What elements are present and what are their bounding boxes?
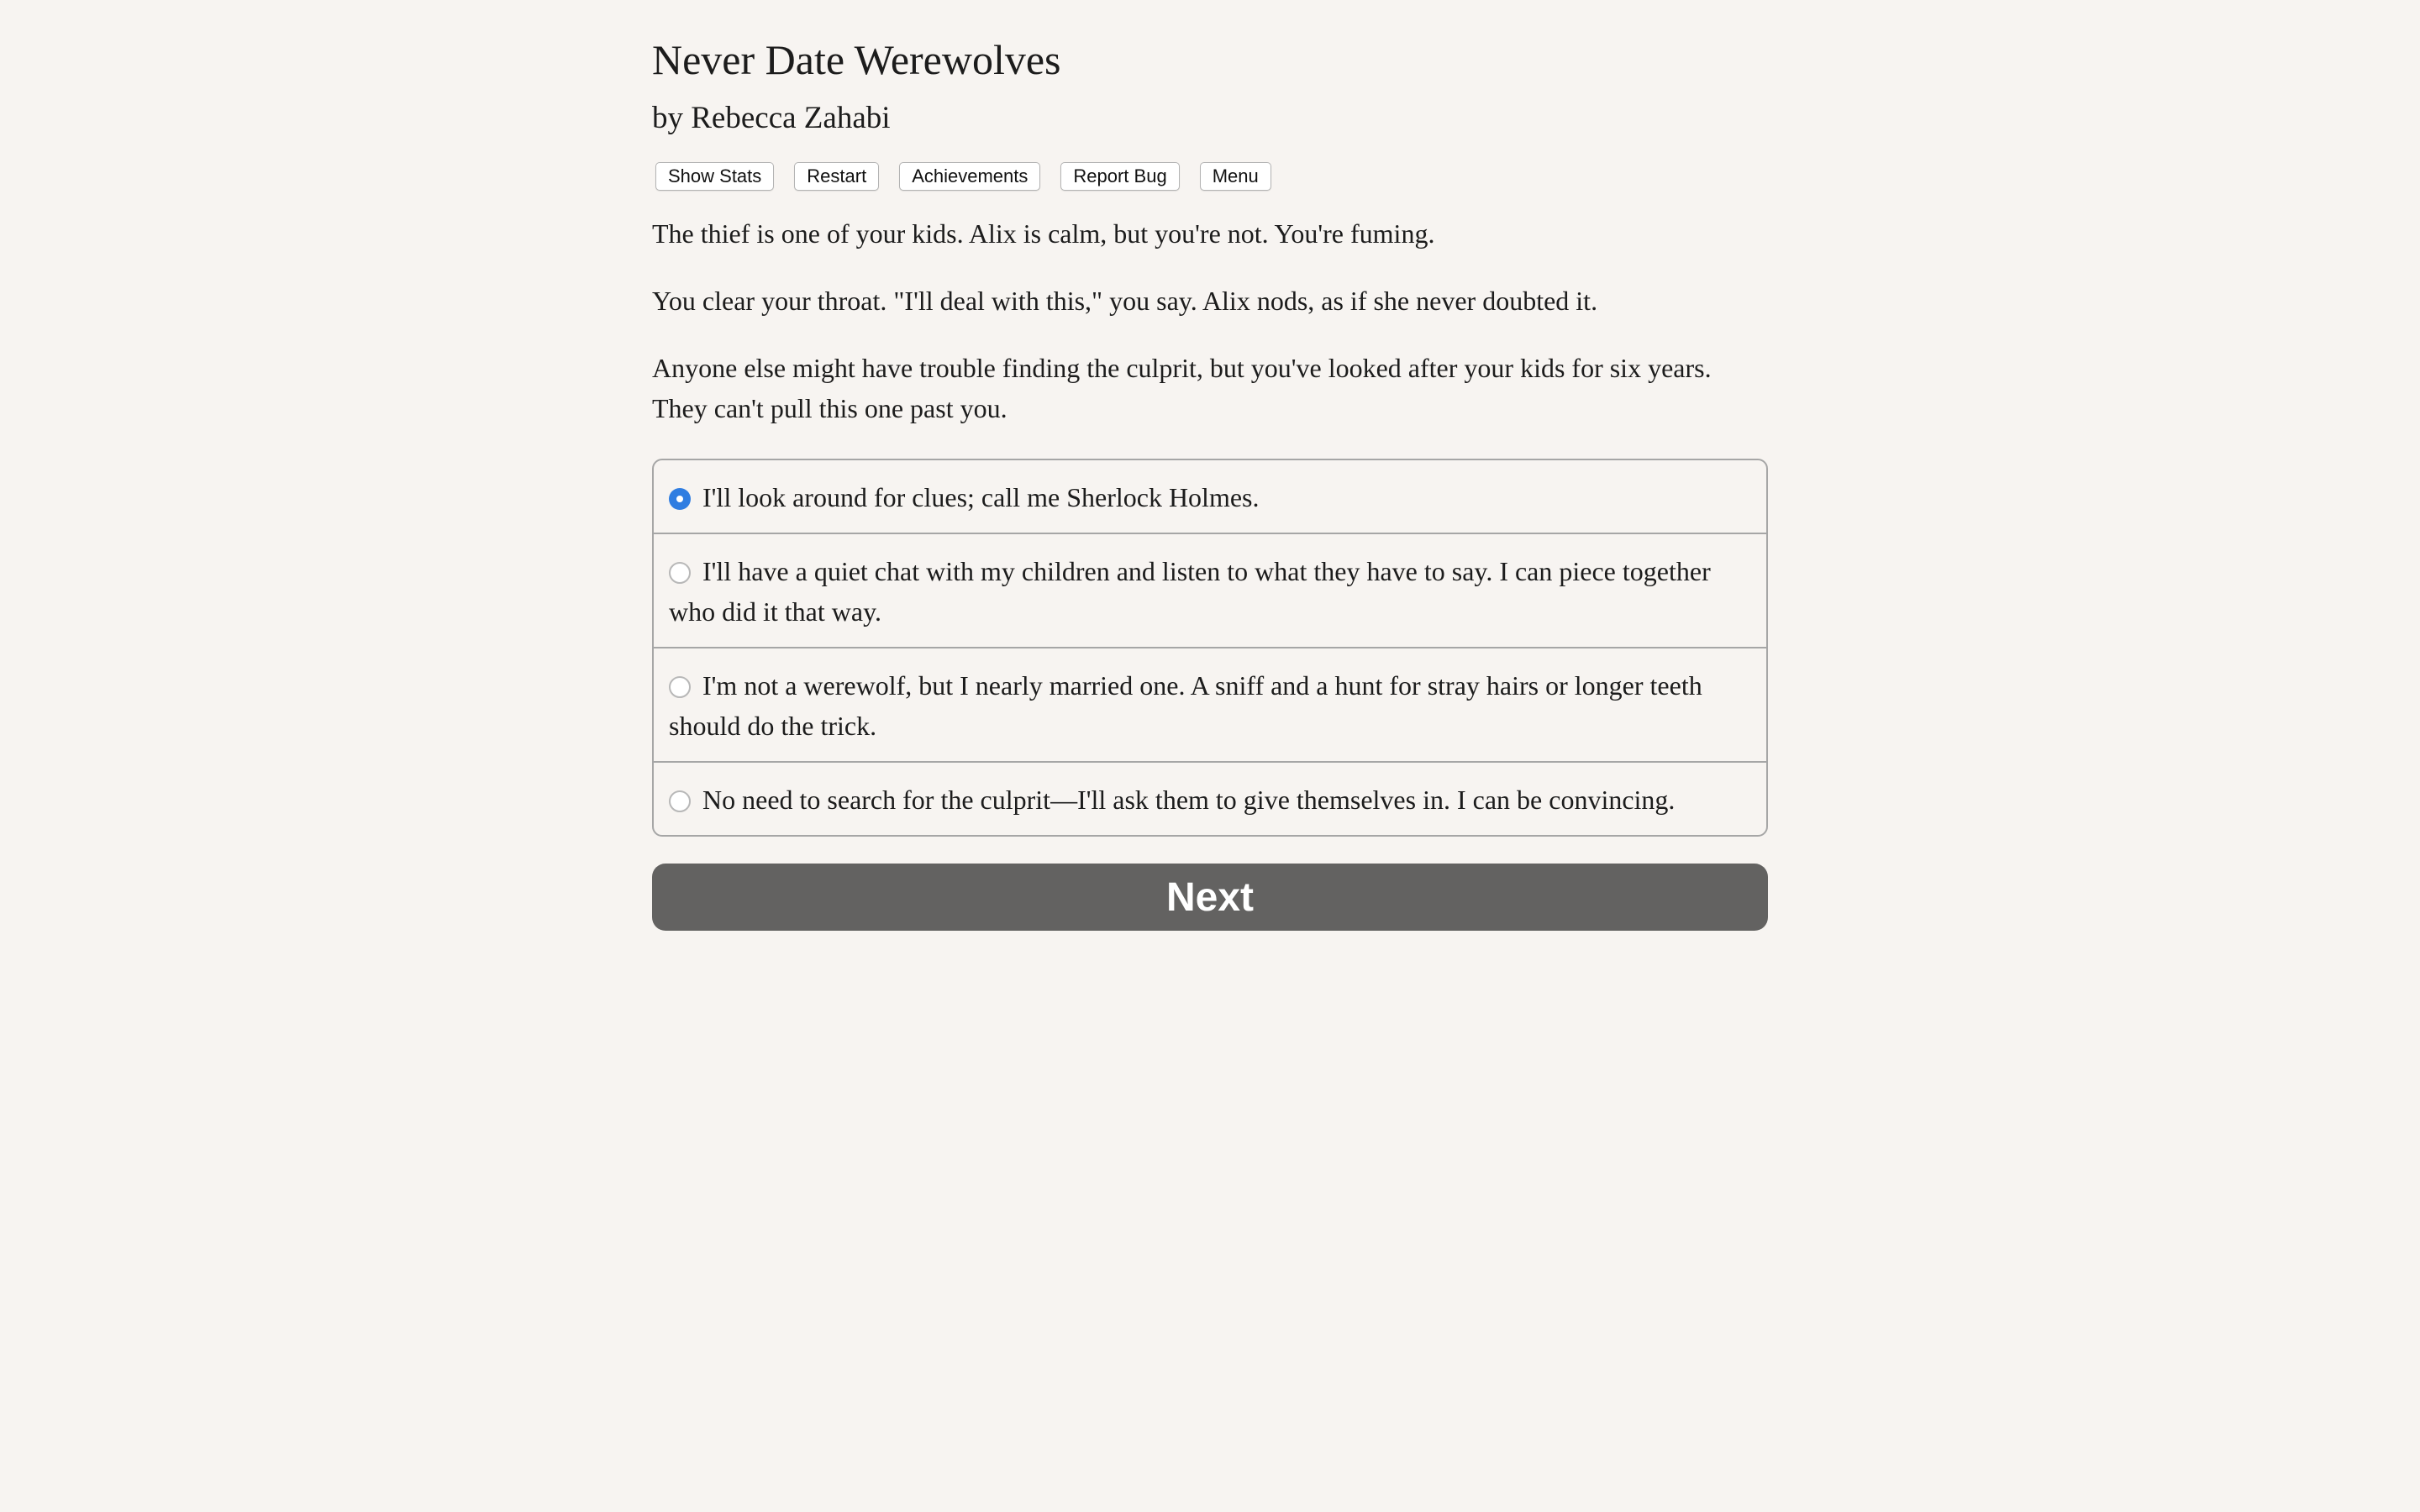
radio-button[interactable] [669, 676, 691, 698]
next-button[interactable]: Next [652, 864, 1768, 931]
choice-option-3[interactable] [654, 647, 1766, 761]
choice-option-4[interactable] [654, 761, 1766, 835]
menu-button[interactable]: Menu [1200, 162, 1271, 191]
radio-button-selected[interactable] [669, 488, 691, 510]
game-page [652, 0, 1768, 931]
choice-option-1[interactable] [654, 460, 1766, 533]
choice-list [652, 459, 1768, 837]
choice-label: No need to search for the culprit—I'll ask them to give themselves in. I can be convincing. [702, 785, 1676, 815]
story-text [652, 213, 1768, 428]
radio-button[interactable] [669, 562, 691, 584]
story-paragraph: The thief is one of your kids. Alix is calm, but you're not. You're fuming. [652, 218, 1435, 249]
achievements-button[interactable]: Achievements [899, 162, 1040, 191]
toolbar [652, 161, 1768, 192]
show-stats-button[interactable]: Show Stats [655, 162, 774, 191]
game-author: by Rebecca Zahabi [652, 101, 891, 135]
restart-button[interactable]: Restart [794, 162, 879, 191]
radio-button[interactable] [669, 790, 691, 812]
choice-label: I'll have a quiet chat with my children and listen to what they have to say. I can piece together who did it that way. [669, 556, 1711, 627]
choice-label: I'm not a werewolf, but I nearly married one. A sniff and a hunt for stray hairs or longer teeth should do the trick. [669, 670, 1702, 741]
choice-label: I'll look around for clues; call me Sherlock Holmes. [702, 482, 1260, 512]
game-title: Never Date Werewolves [652, 36, 1061, 83]
choice-option-2[interactable] [654, 533, 1766, 647]
story-paragraph: Anyone else might have trouble finding the culprit, but you've looked after your kids for six years. They can't pull this one past you. [652, 353, 1712, 423]
story-paragraph: You clear your throat. "I'll deal with this," you say. Alix nods, as if she never doubted it. [652, 286, 1598, 316]
report-bug-button[interactable]: Report Bug [1060, 162, 1179, 191]
